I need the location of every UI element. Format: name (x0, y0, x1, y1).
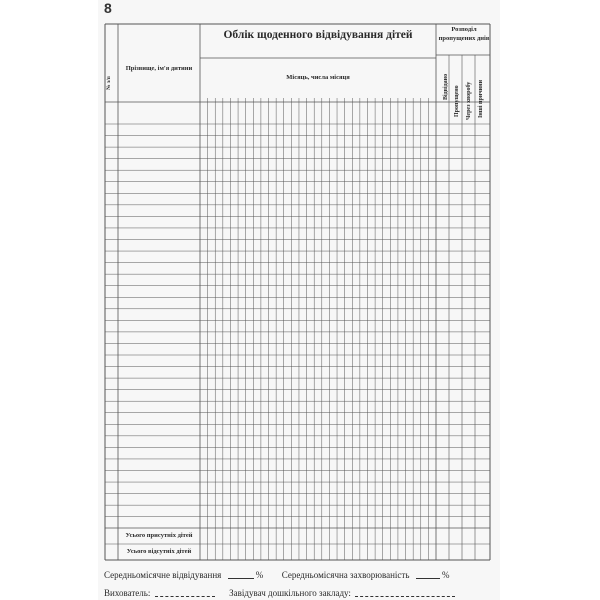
surname-column-header: Прізвище, ім'я дитини (125, 65, 193, 72)
educator-label: Вихователь: (104, 588, 151, 598)
page-number: 8 (104, 0, 112, 16)
other-reasons-column-header: Інші причини (478, 79, 484, 118)
avg-attendance-percent: % (255, 570, 264, 580)
number-column-header: № з/п (106, 76, 112, 90)
avg-morbidity-label: Середньомісячна захворюваність (281, 570, 410, 580)
avg-morbidity-field[interactable] (416, 570, 440, 579)
visited-column-header: Відвідано (443, 73, 449, 100)
footer-signature-line (104, 588, 455, 598)
head-signature-field[interactable] (355, 588, 455, 597)
reasons-title: Розподіл пропущених днів (438, 26, 490, 42)
illness-column-header: Через хворобу (466, 81, 472, 120)
total-absent-label: Усього відсутніх дітей (126, 548, 192, 555)
head-label: Завідувач дошкільного закладу: (229, 588, 351, 598)
avg-attendance-field[interactable] (228, 570, 254, 579)
educator-signature-field[interactable] (155, 588, 215, 597)
avg-morbidity-percent: % (441, 570, 450, 580)
missed-column-header: Пропущено (454, 85, 460, 117)
total-present-label: Усього присутніх дітей (125, 532, 193, 539)
table-title: Облік щоденного відвідування дітей (223, 29, 413, 41)
days-column-header: Місяць, числа місяця (286, 74, 350, 81)
footer-stats-line (104, 570, 449, 580)
avg-attendance-label: Середньомісячне відвідування (104, 570, 222, 580)
